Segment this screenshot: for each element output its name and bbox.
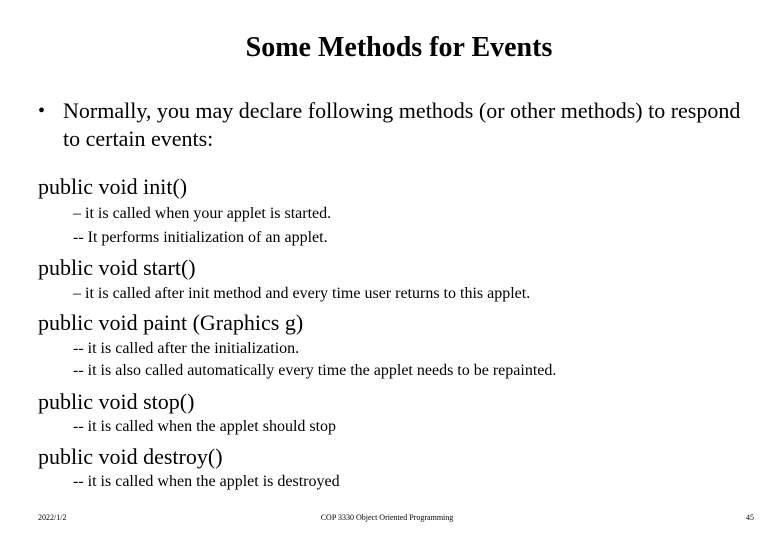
method-description-destroy-1: -- it is called when the applet is destroyed (73, 473, 340, 490)
method-signature-start: public void start() (38, 255, 196, 280)
footer-course: COP 3330 Object Oriented Programming (320, 513, 454, 522)
intro-bullet-text: Normally, you may declare following methods (or other methods) to respond to certain events: (63, 98, 741, 151)
method-description-start-1: – it is called after init method and every time user returns to this applet. (73, 285, 531, 302)
footer-page-number: 45 (746, 513, 754, 522)
footer-date: 2022/1/2 (38, 513, 67, 522)
method-description-init-2: -- It performs initialization of an applet. (73, 229, 328, 246)
method-description-init-1: – it is called when your applet is started. (73, 205, 332, 222)
method-signature-stop: public void stop() (38, 389, 195, 414)
slide-title: Some Methods for Events (245, 32, 553, 63)
method-signature-paint: public void paint (Graphics g) (38, 310, 304, 335)
method-description-stop-1: -- it is called when the applet should stop (73, 418, 337, 435)
method-signature-init: public void init() (38, 174, 188, 199)
intro-bullet (38, 97, 758, 153)
bullet-icon: • (38, 100, 46, 122)
method-description-paint-1: -- it is called after the initialization. (73, 340, 300, 357)
method-signature-destroy: public void destroy() (38, 444, 223, 469)
method-description-paint-2: -- it is also called automatically every time the applet needs to be repainted. (73, 362, 557, 379)
